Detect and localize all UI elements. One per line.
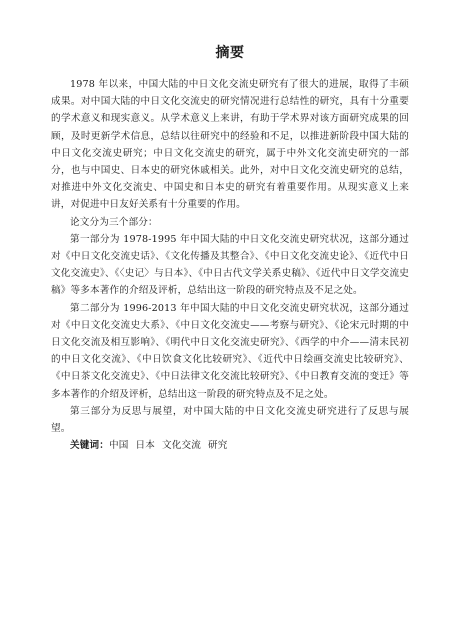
keyword: 文化交流: [161, 440, 201, 452]
keyword: 中国: [108, 440, 129, 452]
keyword: 研究: [207, 440, 228, 452]
keyword: 日本: [135, 440, 155, 452]
abstract-paragraph-part-one: 第一部分为 1978-1995 年中国大陆的中日文化交流史研究状况，这部分通过对《中日文化交流史话》、《文化传播及其整合》、《中日文化交流史论》、《近代中日文化交流史》、《〈史记〉与日本》、《中日古代文学关系史稿》、《近代中日文学交流史稿》等多本著作的介绍及评析，总结出这一阶段的研究特点及不足之处。: [51, 233, 409, 297]
abstract-paragraph-structure: 论文分为三个部分：: [70, 216, 158, 228]
keywords-label: 关键词：: [70, 440, 109, 452]
abstract-paragraph-part-two: 第二部分为 1996-2013 年中国大陆的中日文化交流史研究状况，这部分通过对《中日文化交流史大系》、《中日文化交流史——考察与研究》、《论宋元时期的中日文化交流及相互影响》、《明代中日文化交流史研究》、《西学的中介——清末民初的中日文化交流》、《中日饮食文化比较研究》、《近代中日绘画交流史比较研究》、《中日茶文化交流史》、《中日法律文化交流比较研究》、《中日教育交流的变迁》等多本著作的介绍及评析，总结出这一阶段的研究特点及不足之处。: [51, 302, 409, 400]
abstract-paragraph-intro: 1978 年以来，中国大陆的中日文化交流史研究有了很大的进展，取得了丰硕成果。对中国大陆的中日文化交流史的研究情况进行总结性的研究，具有十分重要的学术意义和现实意义。从学术意义上来讲，有助于学术界对该方面研究成果的回顾，及时更新学术信息，总结以往研究中的经验和不足，以推进新阶段中国大陆的中日文化交流史研究；中日文化交流史的研究，属于中外文化交流史研究的一部分，也与中国史、日本史的研究休戚相关。此外，对中日文化交流史研究的总结，对推进中外文化交流史、中国史和日本史的研究有着重要作用。从现实意义上来讲，对促进中日友好关系有十分重要的作用。: [51, 79, 409, 211]
abstract-title: 摘要: [215, 45, 245, 61]
abstract-paragraph-part-three: 第三部分为反思与展望，对中国大陆的中日文化交流史研究进行了反思与展望。: [51, 405, 409, 435]
keywords-line: [51, 437, 409, 454]
